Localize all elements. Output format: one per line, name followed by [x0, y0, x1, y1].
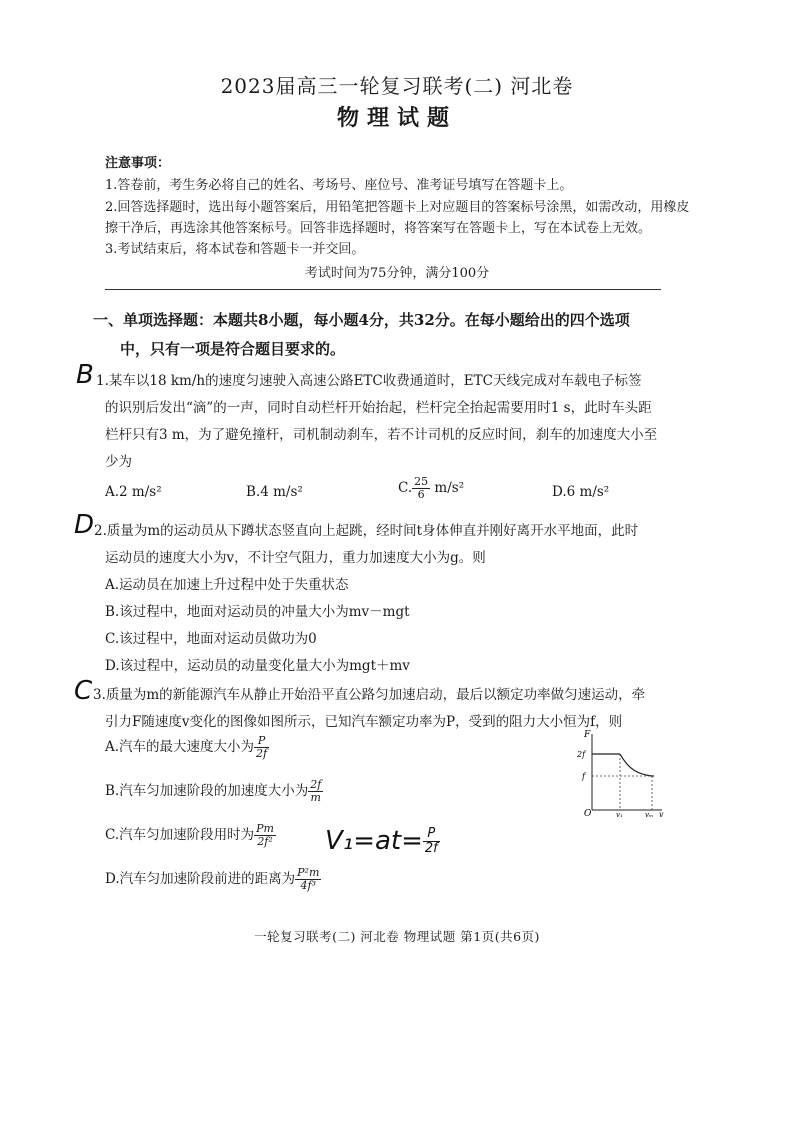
- q3-option-c-text: C.汽车匀加速阶段用时为: [105, 827, 255, 843]
- fraction: [254, 735, 269, 760]
- section-heading: 一、单项选择题：本题共8小题，每小题4分，共32分。在每小题给出的四个选项: [93, 311, 630, 329]
- fraction-numerator: 25: [414, 475, 429, 488]
- force-velocity-graph: [574, 728, 666, 818]
- fraction: [295, 867, 321, 892]
- q3-option-d-text: D.汽车匀加速阶段前进的距离为: [105, 871, 296, 887]
- fraction-numerator: P: [423, 827, 440, 842]
- page-footer: 一轮复习联考(二) 河北卷 物理试题 第1页(共6页): [254, 929, 540, 944]
- fraction-numerator: Pm: [256, 822, 274, 835]
- notes-heading: 注意事项：: [105, 156, 171, 171]
- note-line: 2.回答选择题时，选出每小题答案后，用铅笔把答题卡上对应题目的答案标号涂黑，如需改动，用橡皮: [105, 200, 690, 215]
- y-axis-label: F: [584, 730, 591, 740]
- fraction-denominator: 2f²: [257, 835, 273, 848]
- fraction-denominator: 2f: [424, 841, 438, 856]
- question-3-line: 引力F随速度v变化的图像如图所示，已知汽车额定功率为P，受到的阻力大小恒为f，则: [105, 714, 623, 730]
- section-heading-cont: 中，只有一项是符合题目要求的。: [120, 340, 346, 358]
- exam-title: 2023届高三一轮复习联考(二) 河北卷: [220, 74, 574, 98]
- note-line: 擦干净后，再选涂其他答案标号。回答非选择题时，将答案写在答题卡上，写在本试卷上无效。: [105, 221, 652, 236]
- q3-option-b-text: B.汽车匀加速阶段的加速度大小为: [105, 783, 309, 799]
- y-tick-label: f: [582, 772, 585, 781]
- question-2-line: 运动员的速度大小为v，不计空气阻力，重力加速度大小为g。则: [105, 550, 486, 566]
- fraction-denominator: 4f³: [300, 879, 316, 892]
- q1-option-c-unit: m/s²: [430, 480, 465, 496]
- x-axis-label: v: [659, 810, 664, 818]
- question-1-line: 栏杆只有3 m，为了避免撞杆，司机制动刹车，若不计司机的反应时间，刹车的加速度大小至: [105, 427, 658, 443]
- decreasing-force-curve: [620, 754, 652, 776]
- q3-option-d: [105, 867, 321, 892]
- handwritten-work: [325, 826, 440, 856]
- q1-option-c-prefix: C.: [398, 480, 413, 496]
- y-tick-label: 2f: [577, 750, 586, 759]
- q2-option-d: D.该过程中，运动员的动量变化量大小为mgt＋mv: [105, 658, 410, 674]
- q3-option-b: [105, 779, 323, 804]
- q3-option-c: [105, 823, 276, 848]
- question-1-line: 1.某车以18 km/h的速度匀速驶入高速公路ETC收费通道时，ETC天线完成对车载电子标签: [96, 373, 642, 389]
- fraction-denominator: m: [310, 791, 321, 804]
- q1-option-d: D.6 m/s²: [552, 484, 610, 500]
- x-tick-label: v₁: [616, 811, 623, 818]
- handwritten-answer-mark: D: [74, 510, 95, 540]
- q3-option-a-text: A.汽车的最大速度大小为: [105, 739, 255, 755]
- question-2-line: 2.质量为m的运动员从下蹲状态竖直向上起跳，经时间t身体伸直并刚好离开水平地面，此时: [94, 523, 639, 539]
- question-1-line: 少为: [105, 454, 132, 470]
- fraction-numerator: P: [254, 735, 269, 748]
- fraction-numerator: 2f: [310, 778, 322, 791]
- subject-title: 物理试题: [336, 105, 457, 131]
- fraction: [254, 823, 276, 848]
- divider: [105, 289, 661, 290]
- q2-option-a: A.运动员在加速上升过程中处于失重状态: [105, 577, 349, 593]
- note-line: 3.考试结束后，将本试卷和答题卡一并交回。: [105, 242, 365, 257]
- q1-option-b: B.4 m/s²: [246, 484, 303, 500]
- handwritten-fraction: [423, 827, 440, 856]
- handwritten-answer-mark: C: [74, 676, 93, 706]
- note-line: 1.答卷前，考生务必将自己的姓名、考场号、座位号、准考证号填写在答题卡上。: [105, 178, 573, 193]
- fraction: [308, 779, 323, 804]
- q3-option-a: [105, 735, 269, 760]
- question-3-line: 3.质量为m的新能源汽车从静止开始沿平直公路匀加速启动，最后以额定功率做匀速运动，牵: [93, 687, 646, 703]
- q2-option-b: B.该过程中，地面对运动员的冲量大小为mv－mgt: [105, 604, 410, 620]
- fraction: [412, 476, 430, 501]
- q1-option-a: A.2 m/s²: [105, 484, 162, 500]
- time-info: 考试时间为75分钟，满分100分: [304, 266, 490, 281]
- q1-option-c: [398, 476, 464, 501]
- fraction-denominator: 2f: [256, 747, 268, 760]
- fraction-numerator: P²m: [297, 866, 320, 879]
- q2-option-c: C.该过程中，地面对运动员做功为0: [105, 631, 317, 647]
- question-1-line: 的识别后发出“滴”的一声，同时自动栏杆开始抬起，栏杆完全抬起需要用时1 s，此时车头距: [105, 400, 652, 416]
- origin-label: O: [584, 809, 592, 818]
- fraction-denominator: 6: [417, 488, 425, 501]
- handwritten-answer-mark: B: [76, 360, 94, 390]
- handwritten-equation: V₁=at=: [325, 826, 423, 856]
- x-tick-label: vₘ: [645, 811, 654, 818]
